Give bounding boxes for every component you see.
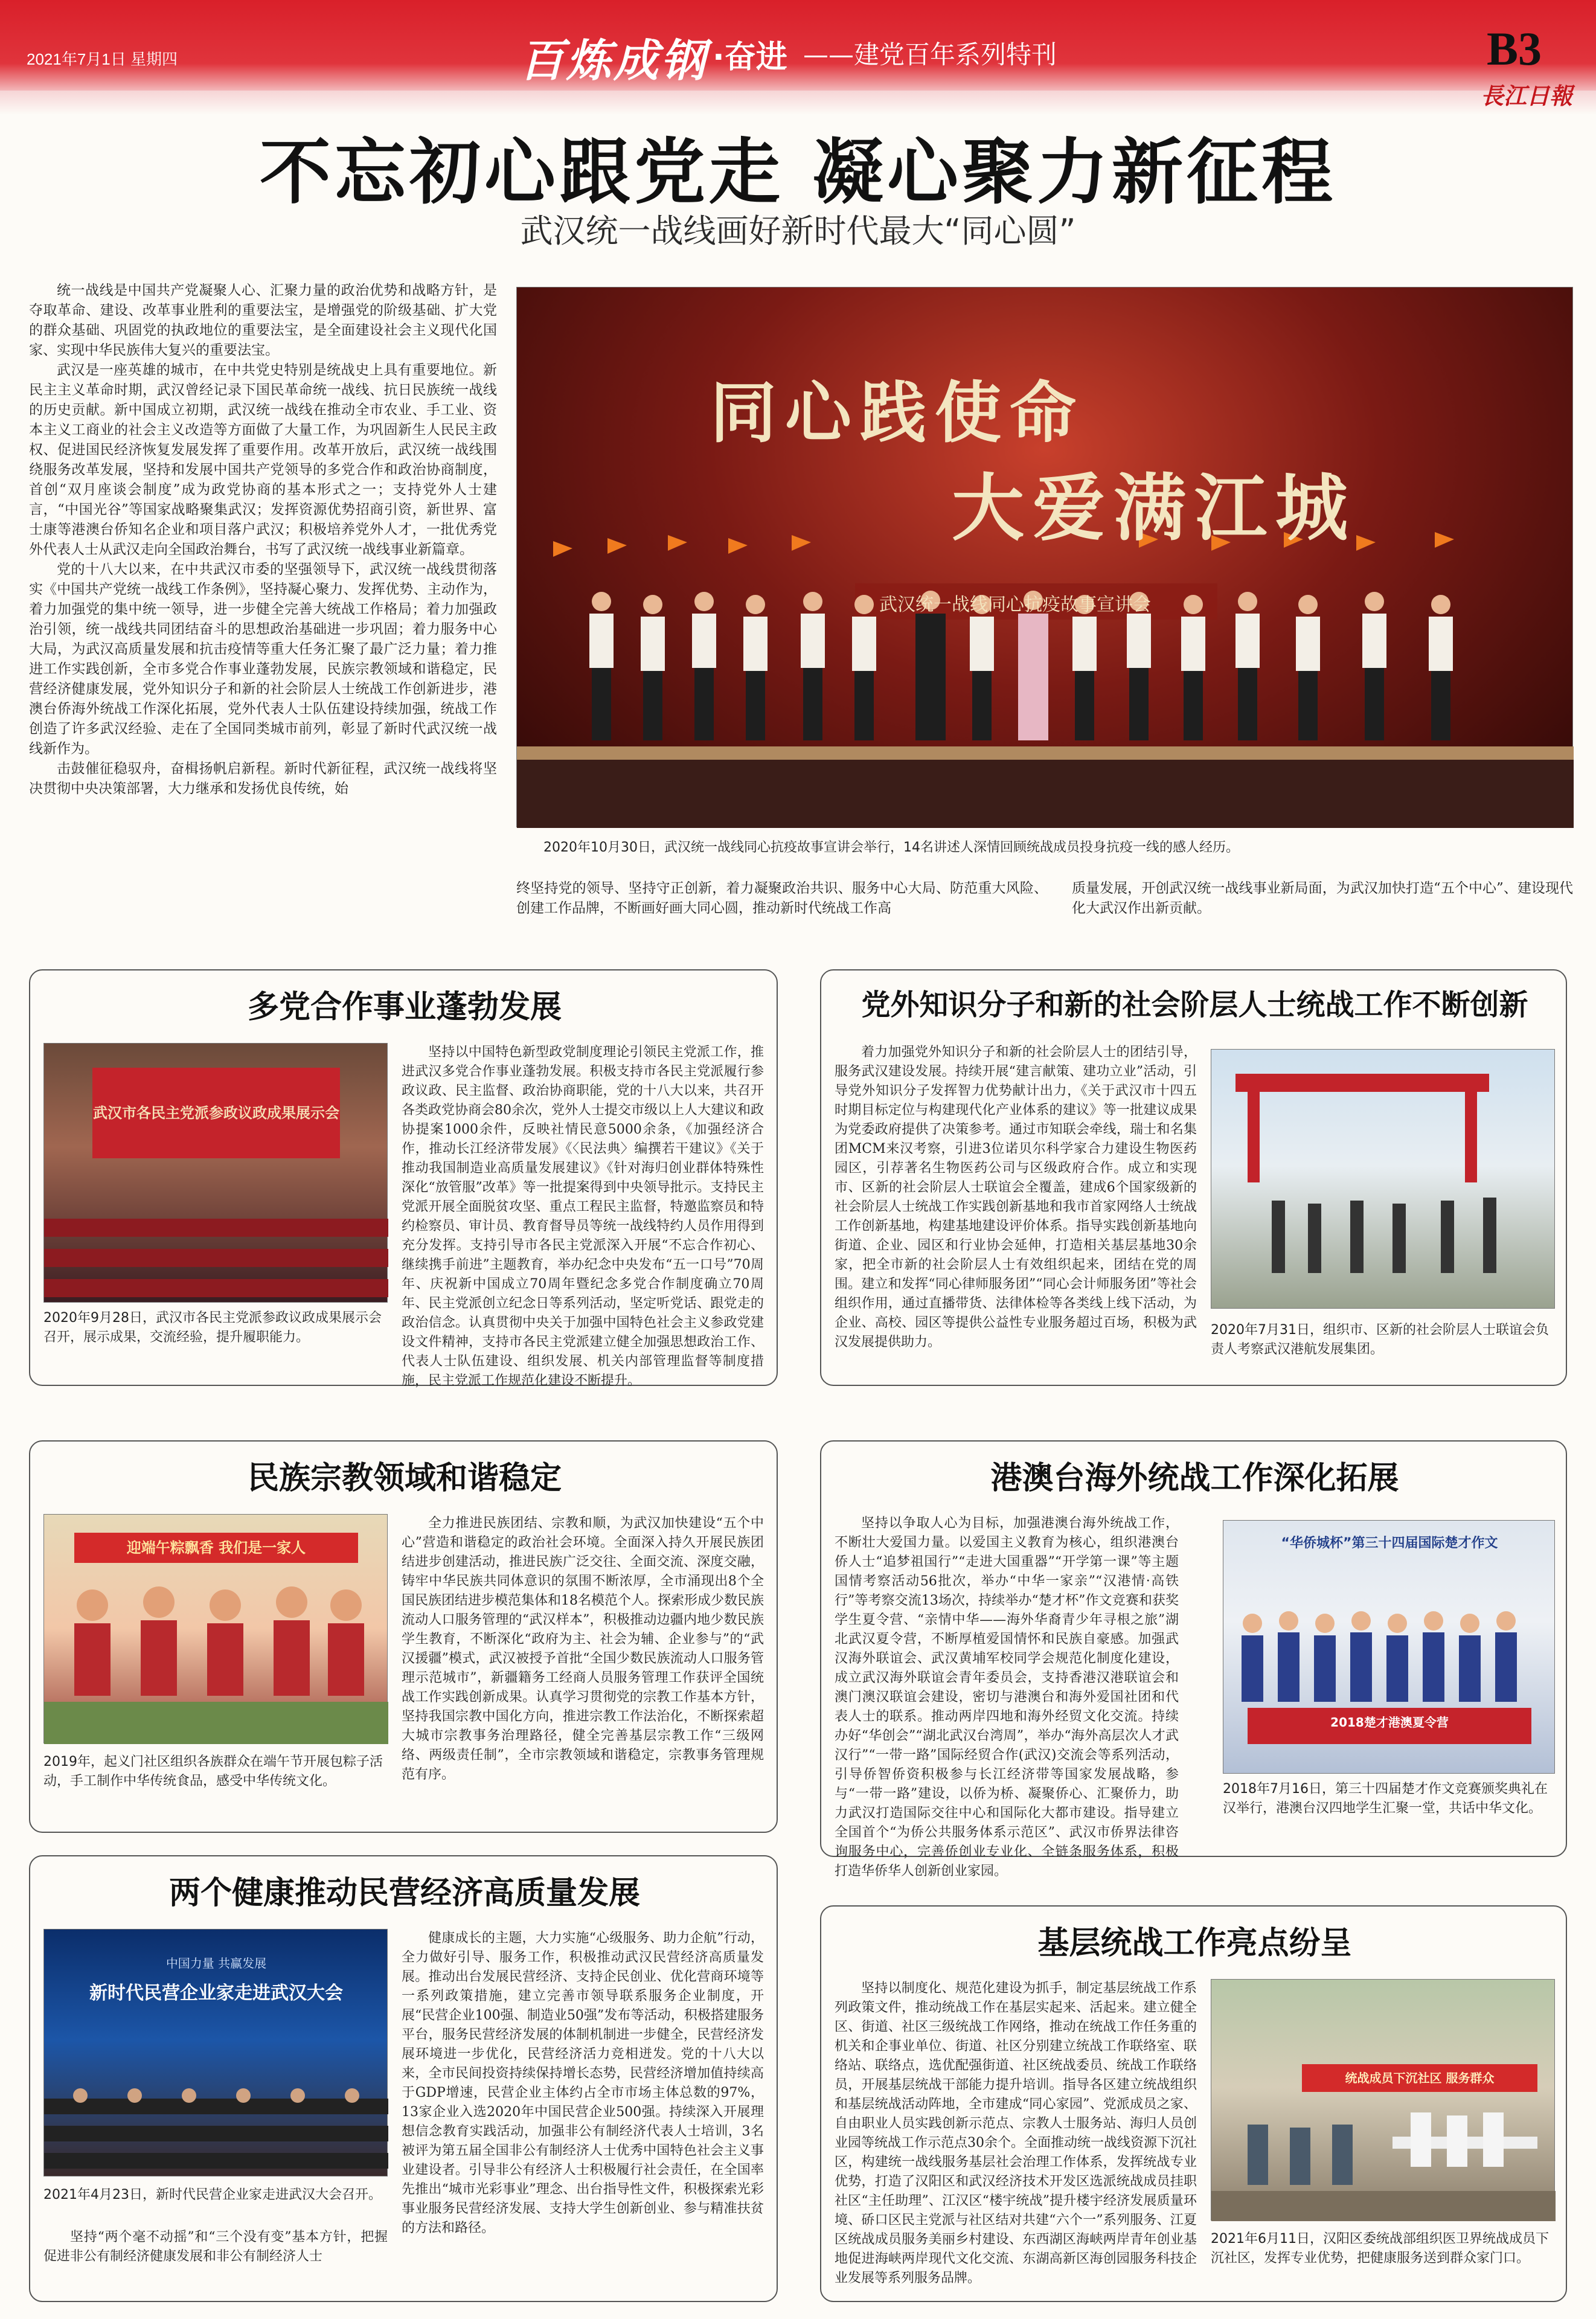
group-banner: 2018楚才港澳夏令营 <box>1330 1715 1449 1730</box>
page-subheadline: 武汉统一战线画好新时代最大“同心圆” <box>520 212 1076 250</box>
section-photo <box>1211 1049 1555 1309</box>
screen-banner: 武汉市各民主党派参政议政成果展示会 <box>92 1068 340 1158</box>
section-multiparty <box>29 969 778 1386</box>
street-service-scene <box>1211 2100 1556 2221</box>
section-photo <box>43 1043 388 1303</box>
section-text <box>402 1514 764 1822</box>
intro-article <box>29 281 497 918</box>
intro-paragraph: 党的十八大以来，在中共武汉市委的坚强领导下，武汉统一战线贯彻落实《中国共产党统一战线工作条例》，坚持凝心聚力、发挥优势、主动作为，着力加强党的集中统一领导，进一步健全完善大统战工作格局；着力加强政治引领，统一战线共同团结奋斗的思想政治基础进一步巩固；着力服务中心大局，为武汉高质量发展和抗击疫情等重大任务汇聚了最广泛力量；着力推进工作实践创新，全市多党合作事业蓬勃发展，民族宗教领域和谐稳定，民营经济健康发展，党外知识分子和新的社会阶层人士统战工作创新进步，港澳台侨海外统战工作深化拓展，党外代表人士队伍建设持续加强，统战工作创造了许多武汉经验、走在了全国同类城市前列，彰显了新时代武汉统一战线新作为。 <box>29 562 497 757</box>
section-text <box>402 1929 764 2294</box>
community-scene <box>44 1569 388 1744</box>
intro-paragraph: 统一战线是中国共产党凝聚人心、汇聚力量的政治优势和战略方针，是夺取革命、建设、改革事业胜利的重要法宝，是增强党的阶级基础、扩大党的群众基础、巩固党的执政地位的重要法宝，是全面建设社会主义现代化国家、实现中华民族伟大复兴的重要法宝。 <box>29 283 497 358</box>
section-title: 基层统战工作亮点纷呈 <box>1037 1925 1352 1961</box>
masthead <box>0 0 1596 91</box>
intro-paragraph: 武汉是一座英雄的城市，在中共党史特别是统战史上具有重要地位。新民主主义革命时期，武汉曾经记录下国民革命统一战线、抗日民族统一战线的历史贡献。新中国成立初期，武汉统一战线在推动全市农业、手工业、资本主义工商业的社会主义改造等方面做了大量工作，为巩固新生人民民主政权、促进国民经济恢复发展发挥了重要作用。改革开放后，武汉统一战线围绕服务改革发展，坚持和发展中国共产党领导的多党合作和政治协商制度，首创“双月座谈会制度”成为政党协商的基本形式之一；支持党外人士建言，“中国光谷”等国家战略聚集武汉；发挥资源优势招商引资，新世界、富士康等港澳台侨知名企业和项目落户武汉；积极培养党外人才，一批优秀党外代表人士从武汉走向全国政治舞台，书写了武汉统一战线事业新篇章。 <box>29 362 497 557</box>
section-paragraph: 坚持以争取人心为目标，加强港澳台海外统战工作，不断壮大爱国力量。以爱国主义教育为核心，组织港澳台侨人士“追梦祖国行”“走进大国重器”“开学第一课”等主题国情考察活动56批次，举办“中华一家亲”“汉港情·高铁行”等考察交流13场次，持续举办“楚才杯”作文竞赛和获奖学生夏令营、“亲情中华——海外华裔青少年寻根之旅”湖北武汉夏令营，不断厚植爱国情怀和民族自豪感。加强武汉海外联谊会、武汉黄埔军校同学会规范化制度化建设，成立武汉海外联谊会青年委员会，支持香港汉港联谊会和澳门澳汉联谊会建设，密切与港澳台和海外爱国社团和代表人士的联系。推动两岸四地和海外经贸文化交流。持续办好“华创会”“湖北武汉台湾周”，举办“海外高层次人才武汉行”“一带一路”国际经贸合作(武汉)交流会等系列活动，引导侨智侨资积极参与长江经济带等国家发展战略，参与“一带一路”建设，以侨为桥、凝聚侨心、汇聚侨力，助力武汉打造国际交往中心和国际化大都市建设。指导建立全国首个“为侨公共服务体系示范区”、武汉市侨界法律咨询服务中心，完善侨创业专业化、全链条服务体系，积极打造华侨华人创新创业家园。 <box>835 1516 1179 1879</box>
section-title: 多党合作事业蓬勃发展 <box>247 989 562 1025</box>
section-caption: 2018年7月16日，第三十四届楚才作文竞赛颁奖典礼在汉举行，港澳台汉四地学生汇聚一堂，共话中华文化。 <box>1223 1782 1548 1816</box>
audience-rows <box>44 1195 388 1303</box>
section-intellectuals <box>820 969 1567 1386</box>
section-paragraph: 坚持“两个毫不动摇”和“三个没有变”基本方针，把握促进非公有制经济健康发展和非公有制经济人士 <box>43 2230 388 2264</box>
audience-rows <box>44 2074 388 2177</box>
section-title: 党外知识分子和新的社会阶层人士统战工作不断创新 <box>861 988 1528 1022</box>
section-caption: 2019年，起义门社区组织各族群众在端午节开展包粽子活动，手工制作中华传统食品，感受中华传统文化。 <box>43 1754 383 1789</box>
section-private-economy <box>29 1855 778 2302</box>
section-grassroots <box>820 1905 1567 2302</box>
main-photo-caption: 2020年10月30日，武汉统一战线同心抗疫故事宣讲会举行，14名讲述人深情回顾统战成员投身抗疫一线的感人经历。 <box>543 840 1239 855</box>
section-title: 两个健康推动民营经济高质量发展 <box>168 1875 640 1911</box>
event-banner: “华侨城杯”第三十四届国际楚才作文 <box>1281 1536 1498 1551</box>
issue-date: 2021年7月1日 星期四 <box>27 50 178 68</box>
section-caption: 2020年9月28日，武汉市各民主党派参政议政成果展示会召开，展示成果，交流经验，提升履职能力。 <box>43 1310 382 1345</box>
section-photo <box>1223 1520 1555 1774</box>
screen-sub: 中国力量 共赢发展 <box>165 1956 267 1971</box>
section-paragraph: 坚持以制度化、规范化建设为抓手，制定基层统战工作系列政策文件，推动统战工作在基层实起来、活起来。建立健全区、街道、社区三级统战工作网络，推动在统战工作任务重的机关和企事业单位、街道、社区分别建立统战工作联络室、联络站、联络点，选优配强街道、社区统战委员、统战工作联络员，开展基层统战干部能力提升培训。指导各区建立统战组织和基层统战活动阵地，全市建成“同心家园”、党派成员之家、自由职业人员实践创新示范点、宗教人士服务站、海归人员创业园等统战工作示范点30余个。全面推动统一战线资源下沉社区，构建统一战线服务基层社会治理工作体系，发挥统战专业优势，打造了汉阳区和武汉经济技术开发区选派统战成员挂职社区“主任助理”、江汉区“楼宇统战”提升楼宇经济发展质量环境、硚口区民主党派与社区结对共建“六个一”系列服务、江夏区统战成员服务美丽乡村建设、东西湖区海峡两岸青年创业基地促进海峡两岸现代文化交流、东湖高新区海创园服务科技企业发展等系列服务品牌。 <box>835 1981 1197 2286</box>
section-title: 港澳台海外统战工作深化拓展 <box>990 1460 1399 1496</box>
event-banner: 统战成员下沉社区 服务群众 <box>1302 2064 1537 2092</box>
page-code: B3 <box>1487 22 1542 75</box>
section-text <box>835 1043 1197 1375</box>
masthead-brand: 百炼成钢 <box>519 35 708 87</box>
section-caption: 2020年7月31日，组织市、区新的社会阶层人士联谊会负责人考察武汉港航发展集团。 <box>1211 1323 1549 1357</box>
port-crane-scene <box>1211 1050 1556 1309</box>
paper-name: 長江日報 <box>1481 82 1573 109</box>
main-photo <box>516 287 1573 827</box>
intro-paragraph: 击鼓催征稳驭舟，奋楫扬帆启新程。新时代新征程，武汉统一战线将坚决贯彻中央决策部署，大力继承和发扬优良传统，始 <box>29 761 497 797</box>
section-text <box>835 1514 1179 1879</box>
section-ethnic-religion <box>29 1440 778 1833</box>
section-text <box>835 1979 1197 2293</box>
section-text-continued <box>43 2228 388 2294</box>
section-caption: 2021年4月23日，新时代民营企业家走进武汉大会召开。 <box>43 2187 382 2202</box>
intro-continuation: 终坚持党的领导、坚持守正创新，着力凝聚政治共识、服务中心大局、防范重大风险、创建工作品牌，不断画好画大同心圆，推动新时代统战工作高 <box>516 880 1048 916</box>
stage-text: 武汉统一战线同心抗疫故事宣讲会 <box>879 594 1151 615</box>
section-overseas <box>820 1440 1567 1879</box>
section-paragraph: 健康成长的主题，大力实施“心级服务、助力企航”行动，全力做好引导、服务工作，积极推动武汉民营经济高质量发展。推动出台发展民营经济、支持企民创业、优化营商环境等一系列政策措施，建立完善市领导联系服务企业制度，开展“民营企业100强、制造业50强”发布等活动，积极搭建服务平台，服务民营经济发展的体制机制进一步健全，民营经济发展环境进一步优化，民营经济活力竞相迸发。党的十八大以来，全市民间投资持续保持增长态势，民营经济增加值持续高于GDP增速，民营企业主体约占全市市场主体总数的97%，13家企业入选2020年中国民营企业500强。持续深入开展理想信念教育实践活动，加强非公有制经济代表人士培训，3名被评为第五届全国非公有制经济人士优秀中国特色社会主义事业建设者。引导非公有经济人士积极履行社会责任，在全国率先推出“城市光彩事业”理念、出台指导性文件，积极探索光彩事业服务民营经济发展、支持大学生创新创业、参与精准扶贫的方法和路径。 <box>402 1931 764 2236</box>
screen-banner: 新时代民营企业家走进武汉大会 <box>89 1983 343 2004</box>
intro-continuation-2: 质量发展，开创武汉统一战线事业新局面，为武汉加快打造“五个中心”、建设现代化大武汉作出新贡献。 <box>1072 880 1573 916</box>
masthead-fade <box>0 91 1596 115</box>
section-text <box>402 1043 764 1388</box>
event-banner: 迎端午粽飘香 我们是一家人 <box>74 1533 358 1563</box>
section-paragraph: 坚持以中国特色新型政党制度理论引领民主党派工作，推进武汉多党合作事业蓬勃发展。积极支持市各民主党派履行参政议政、民主监督、政治协商职能，党的十八大以来，共召开各类政党协商会80余次，党外人士提交市级以上人大建议和政协提案1000余件，反映社情民意5000余条，《加强经济合作，推动长江经济带发展》《〈民法典〉编撰若干建议》《关于推动我国制造业高质量发展建议》《针对海归创业群体特殊性深化“放管服”改革》等一批提案得到中央领导批示。支持民主党派开展全面脱贫攻坚、重点工程民主监督，特邀监察员和特约检察员、审计员、教育督导员等统一战线特约人员作用得到充分发挥。支持引导市各民主党派深入开展“不忘合作初心、继续携手前进”主题教育，举办纪念中央发布“五一口号”70周年、庆祝新中国成立70周年暨纪念多党合作制度确立70周年、民主党派创立纪念日等系列活动，坚定听党话、跟党走的政治信念。认真贯彻中央关于加强中国特色社会主义参政党建设文件精神，支持市各民主党派建立健全加强思想政治工作、代表人士队伍建设、组织发展、机关内部管理监督等制度措施，民主党派工作规范化建设不断提升。 <box>402 1045 764 1388</box>
banner-line-2: 大爱满江城 <box>952 466 1356 551</box>
page-headline: 不忘初心跟党走 凝心聚力新征程 <box>259 130 1337 214</box>
section-paragraph: 着力加强党外知识分子和新的社会阶层人士的团结引导，服务武汉建设发展。持续开展“建言献策、建功立业”活动，引导党外知识分子发挥智力优势献计出力，《关于武汉市十四五时期目标定位与构建现代化产业体系的建议》等一批建议成果为党委政府提供了决策参考。通过市知联会牵线，瑞士和名集团MCM来汉考察，引进3位诺贝尔科学家合力建设生物医药园区，引荐著名生物医药公司与区级政府合作。成立和实现市、区新的社会阶层人士联谊会全覆盖，建成6个国家级新的社会阶层人士统战工作实践创新基地和我市首家网络人士统战工作创新基地，构建基地建设评价体系。指导实践创新基地向街道、企业、园区和行业协会延伸，打造相关基层基地30余家，把全市新的社会阶层人士有效组织起来，团结在党的周围。建立和发挥“同心律师服务团”“同心会计师服务团”等社会组织作用，通过直播带货、法律体检等各类线上线下活动，为企业、高校、园区等提供公益性专业服务超过百场，积极为武汉发展提供助力。 <box>835 1045 1197 1350</box>
section-photo <box>1211 1979 1555 2221</box>
banner-line-1: 同心践使命 <box>710 374 1085 452</box>
group-photo-scene <box>1223 1563 1556 1774</box>
section-photo <box>43 1929 388 2176</box>
section-caption: 2021年6月11日，汉阳区委统战部组织医卫界统战成员下沉社区，发挥专业优势，把健康服务送到群众家门口。 <box>1211 2231 1549 2266</box>
masthead-brand-suffix: ·奋进 <box>713 39 787 75</box>
section-paragraph: 全力推进民族团结、宗教和顺，为武汉加快建设“五个中心”营造和谐稳定的政治社会环境。全面深入持久开展民族团结进步创建活动，推进民族广泛交往、全面交流、深度交融，铸牢中华民族共同体意识的氛围不断浓厚，全市涌现出8个全国民族团结进步模范集体和18名模范个人。探索形成少数民族流动人口服务管理的“武汉样本”，积极推动边疆内地少数民族学生教育，不断深化“政府为主、社会为辅、企业参与”的“武汉援疆”模式，武汉被授予首批“全国少数民族流动人口服务管理示范城市”，新疆籍务工经商人员服务管理工作获评全国统战工作实践创新成果。认真学习贯彻党的宗教工作基本方针，坚持我国宗教中国化方向，推进宗教工作法治化，不断探索超大城市宗教事务治理路径，健全完善基层宗教工作“三级网络、两级责任制”，全市宗教领域和谐稳定，宗教事务管理规范有序。 <box>402 1516 764 1782</box>
section-title: 民族宗教领域和谐稳定 <box>247 1460 562 1496</box>
series-title: ——建党百年系列特刊 <box>803 40 1057 69</box>
section-photo <box>43 1514 388 1743</box>
